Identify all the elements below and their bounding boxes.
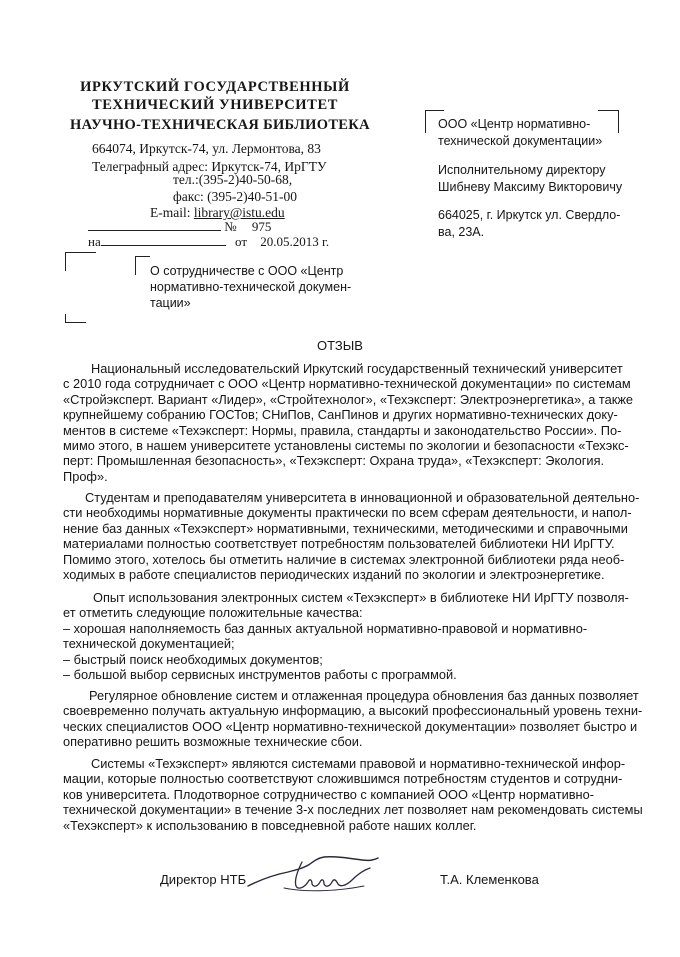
subject-line1: О сотрудничестве с ООО «Центр xyxy=(150,264,344,278)
handwritten-signature xyxy=(244,848,394,896)
paragraph-3 xyxy=(63,590,629,683)
address-corner-top-left xyxy=(65,252,96,271)
subject-line3: тации» xyxy=(150,296,191,310)
body-line: нение баз данных «Техэксперт» нормативными, техническими, методическими и справочными xyxy=(63,520,628,536)
na-label: на xyxy=(88,234,101,249)
body-line: «Техэксперт» к использованию в повседневной работе наших коллег. xyxy=(63,817,477,833)
library-name: НАУЧНО-ТЕХНИЧЕСКАЯ БИБЛИОТЕКА xyxy=(70,117,370,133)
recipient-position-line2: Шибневу Максиму Викторовичу xyxy=(438,180,623,194)
subject-corner-left xyxy=(135,256,150,275)
letter-number: 975 xyxy=(251,219,272,234)
body-line: «Стройэксперт. Вариант «Лидер», «Стройтехнолог», «Техэксперт: Электроэнергетика», а также xyxy=(63,391,633,407)
body-line: ческих специалистов ООО «Центр нормативно-технической документации» позволяет быстро и xyxy=(63,718,638,734)
email-link[interactable]: library@istu.edu xyxy=(193,205,285,220)
letter-date: 20.05.2013 г. xyxy=(260,234,330,249)
body-line: Опыт использования электронных систем «Техэксперт» в библиотеке НИ ИрГТУ позволя- xyxy=(93,590,629,605)
body-line: Национальный исследовательский Иркутский государственный технический университет xyxy=(91,361,623,376)
phone: тел.:(395-2)40-50-68, xyxy=(173,172,293,187)
paragraph-2 xyxy=(63,490,640,583)
na-blank-underline xyxy=(101,233,226,246)
recipient-org-line2: технической документации» xyxy=(438,134,603,148)
body-line: материалами полностью соответствует потребностям пользователей библиотеки НИ ИрГТУ. xyxy=(63,536,615,552)
university-name-line2: ТЕХНИЧЕСКИЙ УНИВЕРСИТЕТ xyxy=(92,97,338,113)
paragraph-4 xyxy=(63,688,643,750)
address-corner-bottom-left xyxy=(65,314,86,323)
body-line: технической документации» в течение 3-х последних лет позволяет нам рекомендовать системы xyxy=(63,802,643,818)
body-list-item: – быстрый поиск необходимых документов; xyxy=(63,651,323,667)
body-list-item: – большой выбор сервисных инструментов работы с программой. xyxy=(63,667,457,683)
number-sign: № xyxy=(224,219,237,234)
subject-line2: нормативно-технической докумен- xyxy=(150,280,352,294)
recipient-corner-right xyxy=(598,110,619,133)
university-name-line1: ИРКУТСКИЙ ГОСУДАРСТВЕННЫЙ xyxy=(80,79,350,95)
body-line: Студентам и преподавателям университета в инновационной и образовательной деятельно- xyxy=(85,490,640,505)
body-line: крупнейшему собранию ГОСТов; СНиПов, СанПинов и других нормативно-технических доку- xyxy=(63,407,618,423)
body-line: мимо этого, в нашем университете установлены системы по экологии и безопасности «Техэкс- xyxy=(63,438,629,454)
number-blank-underline xyxy=(88,218,221,231)
body-line: мации, которые полностью соответствуют сложившимся потребностям студентов и сотрудни- xyxy=(63,771,623,787)
document-title: ОТЗЫВ xyxy=(317,338,363,353)
recipient-address-line2: ва, 23А. xyxy=(438,225,485,239)
na-line xyxy=(88,233,329,250)
fax: факс: (395-2)40-51-00 xyxy=(173,189,298,204)
body-line: перт: Промышленная безопасность», «Техэксперт: Охрана труда», «Техэксперт: Экология. xyxy=(63,453,605,469)
body-line: сти необходимы нормативные документы практически по всем сферам деятельности, и напол- xyxy=(63,505,632,521)
recipient-address-line1: 664025, г. Иркутск ул. Свердло- xyxy=(438,208,621,222)
body-line: ходимых в работе специалистов периодических изданий по экологии и электроэнергетике. xyxy=(63,567,605,583)
ot-label: от xyxy=(234,234,247,249)
body-line: ет отметить следующие положительные качества: xyxy=(63,605,363,621)
paragraph-5 xyxy=(63,756,643,833)
body-line: ментов в системе «Техэксперт: Нормы, правила, стандарты и законодательство России». По- xyxy=(63,422,622,438)
body-line: оперативно решить возможные технические сбои. xyxy=(63,734,363,750)
body-line: своевременно получать актуальную информацию, а высокий профессиональный уровень техни- xyxy=(63,703,643,719)
body-line: с 2010 года сотрудничает с ООО «Центр нормативно-технической документации» по системам xyxy=(63,376,631,392)
body-list-item: – хорошая наполняемость баз данных актуальной нормативно-правовой и нормативно- xyxy=(63,620,588,636)
recipient-org-line1: ООО «Центр нормативно- xyxy=(438,117,591,131)
paragraph-1 xyxy=(63,361,633,484)
telegraph-address: Телеграфный адрес: Иркутск-74, ИрГТУ xyxy=(92,159,327,174)
email-label: E-mail: xyxy=(150,205,194,220)
body-line: Проф». xyxy=(63,468,108,484)
signatory-name: Т.А. Клеменкова xyxy=(440,872,539,887)
body-line: ков университета. Плодотворное сотрудничество с компанией ООО «Центр нормативно- xyxy=(63,786,595,802)
recipient-position-line1: Исполнительному директору xyxy=(438,163,606,177)
body-line: Системы «Техэксперт» являются системами правовой и нормативно-технической инфор- xyxy=(91,756,626,771)
address: 664074, Иркутск-74, ул. Лермонтова, 83 xyxy=(92,141,321,156)
body-line: Помимо этого, хотелось бы отметить наличие в системах электронной библиотеки ряда необ- xyxy=(63,551,625,567)
body-line: технической документацией; xyxy=(63,636,235,652)
body-line: Регулярное обновление систем и отлаженная процедура обновления баз данных позволяет xyxy=(89,688,639,703)
signatory-position: Директор НТБ xyxy=(160,872,247,887)
